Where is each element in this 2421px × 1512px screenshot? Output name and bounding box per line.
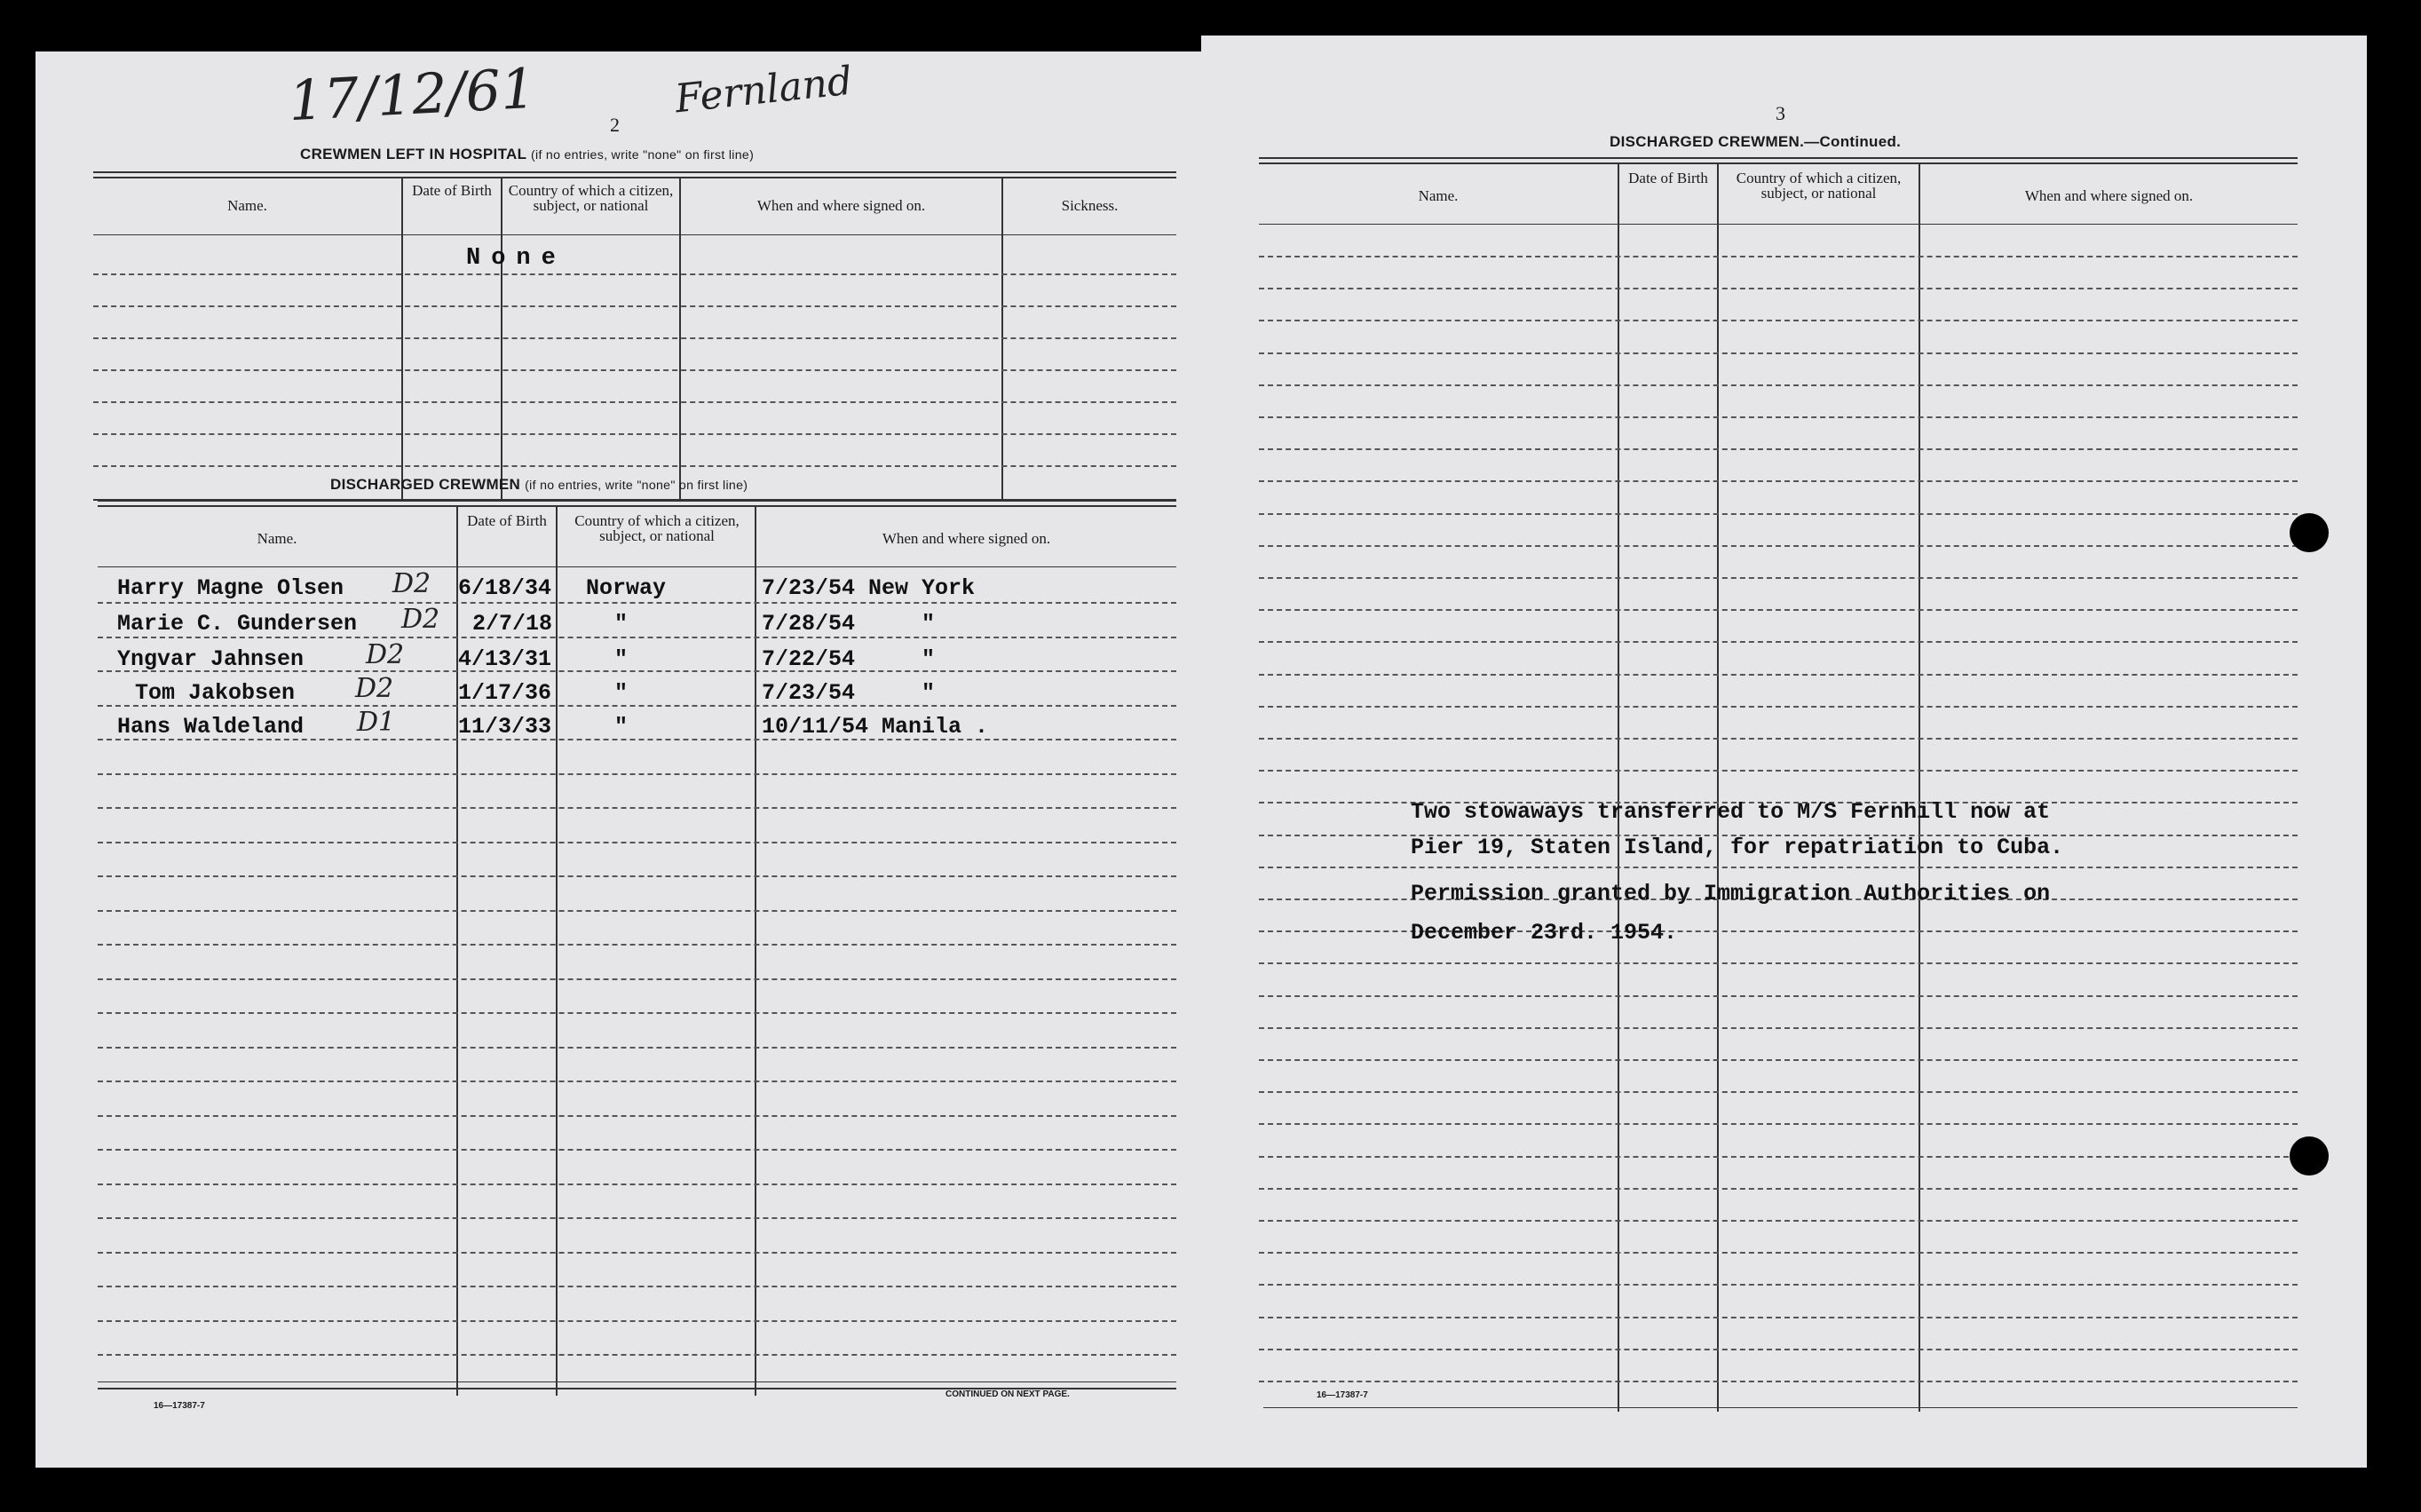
crew-dob: 2/7/18 <box>472 611 553 637</box>
entry-line <box>1259 1027 2298 1029</box>
entry-line <box>1259 480 2298 482</box>
crew-country: Norway <box>586 575 667 601</box>
rule <box>93 177 1176 178</box>
discharge-mark: D2 <box>366 639 405 670</box>
entry-line <box>1259 706 2298 708</box>
left-page <box>36 51 1221 1468</box>
crew-country: " <box>614 680 629 706</box>
entry-line <box>1259 545 2298 547</box>
entry-line <box>93 369 1176 371</box>
entry-line <box>1259 1317 2298 1318</box>
entry-line <box>1259 513 2298 515</box>
entry-line <box>98 1252 1176 1254</box>
entry-line <box>93 401 1176 403</box>
discharge-mark: D2 <box>355 673 394 704</box>
entry-line <box>98 1047 1176 1049</box>
form-number: 16—17387-7 <box>154 1401 205 1411</box>
entry-line <box>98 910 1176 912</box>
col-header-signed-on: When and where signed on. <box>2024 187 2194 204</box>
col-header-dob: Date of Birth <box>1628 170 1708 186</box>
entry-line <box>98 1012 1176 1014</box>
rule <box>98 505 1176 507</box>
entry-line <box>98 978 1176 980</box>
entry-line <box>1259 1123 2298 1125</box>
page-number: 3 <box>1776 102 1785 124</box>
right-page <box>1201 36 2367 1468</box>
entry-line <box>1259 384 2298 386</box>
discharge-mark: D1 <box>357 707 396 738</box>
crew-dob: 1/17/36 <box>458 680 552 706</box>
entry-line <box>98 602 1176 604</box>
entry-line <box>1259 1188 2298 1190</box>
entry-line <box>98 705 1176 707</box>
entry-line <box>1259 1284 2298 1286</box>
entry-line <box>93 305 1176 307</box>
crew-signed-on: 7/23/54 New York <box>762 575 976 601</box>
punch-hole <box>2290 513 2329 552</box>
entry-line <box>93 273 1176 275</box>
entry-line <box>98 773 1176 775</box>
entry-line <box>1259 674 2298 676</box>
entry-line <box>1259 352 2298 354</box>
discharged-section-title: DISCHARGED CREWMEN (if no entries, write "none" on first line) <box>330 476 748 493</box>
crew-dob: 11/3/33 <box>458 714 552 740</box>
entry-line <box>1259 738 2298 740</box>
remark-line: Pier 19, Staten Island, for repatriation to Cuba. <box>1411 835 2064 860</box>
entry-line <box>1259 641 2298 643</box>
entry-line <box>1259 1156 2298 1158</box>
col-header-country: Country of which a citizen, subject, or national <box>1736 170 1902 202</box>
entry-line <box>98 1320 1176 1322</box>
entry-line <box>1259 1349 2298 1350</box>
col-header-country: Country of which a citizen, subject, or national <box>508 182 674 214</box>
col-header-signed-on: When and where signed on. <box>882 530 1051 547</box>
col-header-name: Name. <box>227 197 267 214</box>
handwritten-reference: 17/12/61 <box>287 55 538 134</box>
crew-name: Hans Waldeland <box>117 714 305 740</box>
entry-line <box>1259 1220 2298 1222</box>
entry-line <box>1259 962 2298 964</box>
crew-signed-on: 7/28/54 " <box>762 611 936 637</box>
crew-country: " <box>614 714 629 740</box>
rule <box>98 566 1176 567</box>
col-divider <box>1717 162 1719 1412</box>
rule <box>1263 1407 2298 1408</box>
entry-line <box>98 944 1176 946</box>
rule <box>93 171 1176 173</box>
discharged-continued-title: DISCHARGED CREWMEN.—Continued. <box>1610 133 1902 150</box>
col-divider <box>556 505 558 1396</box>
entry-line <box>1259 448 2298 450</box>
entry-line <box>98 807 1176 809</box>
col-divider <box>1919 162 1920 1412</box>
col-header-signed-on: When and where signed on. <box>756 197 926 214</box>
entry-line <box>1259 1059 2298 1061</box>
hospital-section-title: CREWMEN LEFT IN HOSPITAL (if no entries, write "none" on first line) <box>300 146 755 162</box>
crew-name: Harry Magne Olsen <box>117 575 344 601</box>
entry-line <box>98 670 1176 672</box>
rule <box>1259 162 2298 164</box>
entry-line <box>98 842 1176 843</box>
entry-line <box>98 1286 1176 1287</box>
entry-line <box>1259 416 2298 418</box>
crew-signed-on: 7/23/54 " <box>762 680 936 706</box>
entry-line <box>98 875 1176 877</box>
entry-line <box>1259 320 2298 321</box>
entry-line <box>1259 256 2298 257</box>
crew-signed-on: 10/11/54 Manila . <box>762 714 989 740</box>
col-divider <box>1618 162 1619 1412</box>
discharge-mark: D2 <box>401 604 440 635</box>
col-header-country: Country of which a citizen, subject, or national <box>574 512 740 544</box>
remark-line: Permission granted by Immigration Authorities on <box>1411 881 2051 906</box>
crew-country: " <box>614 646 629 672</box>
discharge-mark: D2 <box>392 568 431 599</box>
crew-country: " <box>614 611 629 637</box>
rule <box>1259 224 2298 225</box>
entry-line <box>1259 609 2298 611</box>
entry-line <box>1259 1091 2298 1093</box>
crew-dob: 4/13/31 <box>458 646 552 672</box>
col-header-dob: Date of Birth <box>467 512 547 529</box>
entry-line <box>98 1183 1176 1185</box>
rule <box>93 234 1176 235</box>
crew-dob: 6/18/34 <box>458 575 552 601</box>
col-header-sickness: Sickness. <box>1061 197 1119 214</box>
col-header-dob: Date of Birth <box>412 182 492 199</box>
hospital-entry: None <box>466 245 566 272</box>
col-divider <box>755 505 756 1396</box>
entry-line <box>1259 577 2298 579</box>
entry-line <box>98 739 1176 740</box>
entry-line <box>1259 1252 2298 1254</box>
entry-line <box>98 1354 1176 1356</box>
entry-line <box>93 465 1176 467</box>
crew-name: Yngvar Jahnsen <box>117 646 305 672</box>
form-number: 16—17387-7 <box>1317 1390 1368 1400</box>
crew-name: Tom Jakobsen <box>135 680 296 706</box>
entry-line <box>1259 1381 2298 1382</box>
entry-line <box>93 433 1176 435</box>
remark-line: December 23rd. 1954. <box>1411 920 1678 946</box>
crew-name: Marie C. Gundersen <box>117 611 358 637</box>
crew-signed-on: 7/22/54 " <box>762 646 936 672</box>
col-divider <box>456 505 458 1396</box>
page-number: 2 <box>610 114 620 136</box>
entry-line <box>98 1217 1176 1219</box>
rule <box>98 500 1176 502</box>
entry-line <box>93 337 1176 339</box>
handwritten-ship-name: Fernland <box>672 58 855 123</box>
entry-line <box>1259 867 2298 868</box>
punch-hole <box>2290 1136 2329 1176</box>
entry-line <box>98 1115 1176 1117</box>
entry-line <box>98 1149 1176 1151</box>
entry-line <box>98 1081 1176 1082</box>
col-header-name: Name. <box>1418 187 1459 204</box>
entry-line <box>1259 770 2298 772</box>
entry-line <box>98 637 1176 638</box>
remark-line: Two stowaways transferred to M/S Fernhill now at <box>1411 799 2051 825</box>
entry-line <box>1259 288 2298 289</box>
continued-note: CONTINUED ON NEXT PAGE. <box>945 1389 1070 1399</box>
rule <box>1259 157 2298 159</box>
entry-line <box>1259 995 2298 997</box>
rule <box>98 1381 1176 1382</box>
col-header-name: Name. <box>257 530 297 547</box>
